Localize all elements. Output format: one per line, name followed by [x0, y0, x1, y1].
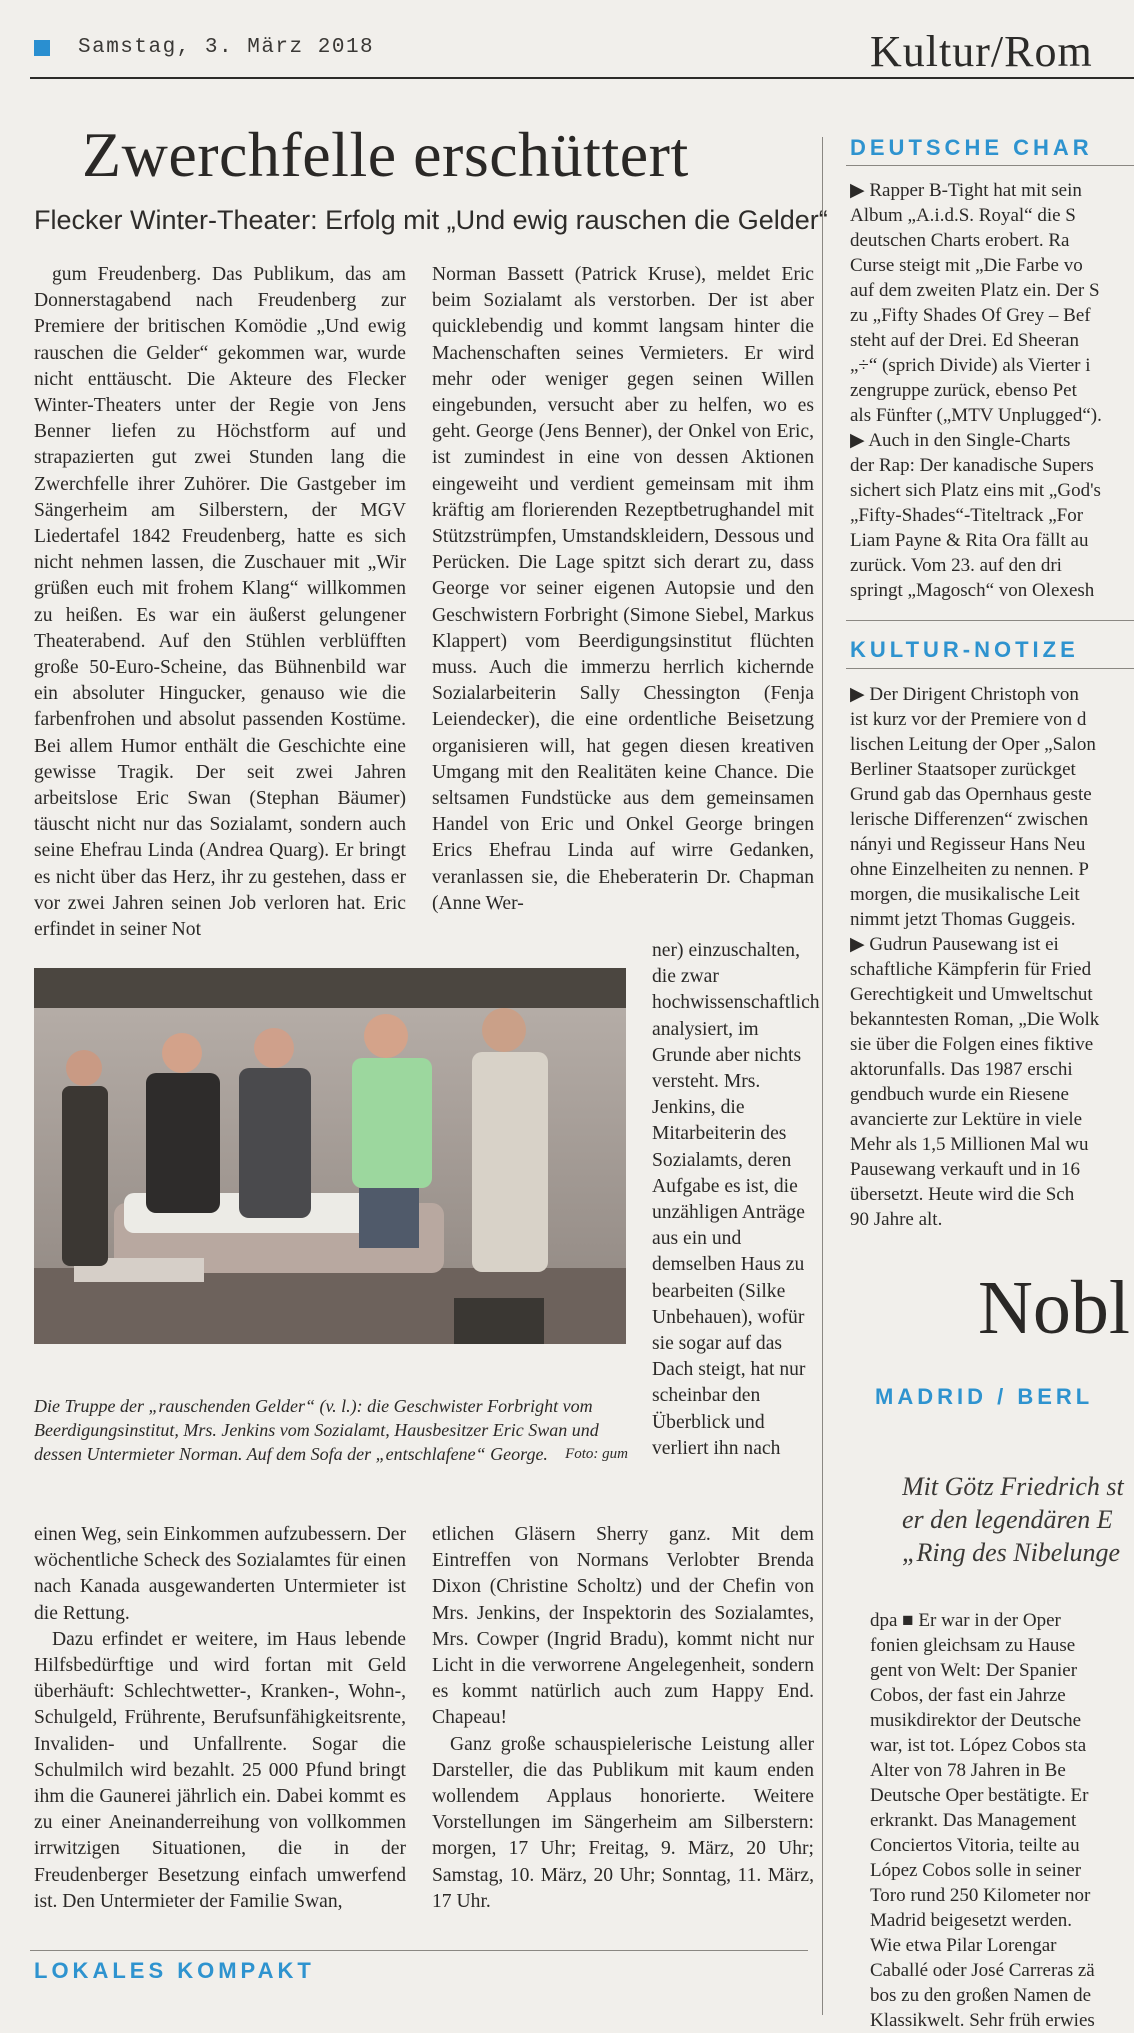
text-line: zu „Fifty Shades Of Grey – Bef [850, 305, 1091, 326]
deutsche-charts-heading: DEUTSCHE CHAR [850, 135, 1093, 160]
text-line: erkrankt. Das Management [870, 1810, 1077, 1831]
obituary-headline: Nobl [978, 1266, 1130, 1350]
text-line: Deutsche Oper bestätigte. Er [870, 1785, 1089, 1806]
dek-line: „Ring des Nibelunge [902, 1538, 1121, 1567]
article-column-1-bottom [34, 1522, 406, 1915]
text-line: nányi und Regisseur Hans Neu [850, 834, 1086, 855]
photo-caption-text: Die Truppe der „rauschenden Gelder“ (v. l.): die Geschwister Forbright vom Beerdigungsinstitut, Mrs. Jenkins vom Sozialamt, Hausbesitzer Eric Swan und dessen Untermieter Norman. Auf dem Sofa der „entschlafene“ George. [34, 1396, 599, 1464]
text-line: auf dem zweiten Platz ein. Der S [850, 280, 1100, 301]
text-line: Klassikwelt. Sehr früh erwies [870, 2010, 1095, 2031]
text-line: Berliner Staatsoper zurückget [850, 759, 1076, 780]
text-line: Alter von 78 Jahren in Be [870, 1760, 1066, 1781]
photo-credit: Foto: gum [565, 1446, 628, 1462]
text-line: „÷“ (sprich Divide) als Vierter i [850, 355, 1091, 376]
photo-caption [34, 1394, 628, 1466]
article-paragraph: gum Freudenberg. Das Publikum, das am Donnerstagabend nach Freudenberg zur Premiere der britischen Komödie „Und ewig rauschen die Gelder“ gekommen war, wurde nicht enttäuscht. Die Akteure des Flecker Winter-Theaters unter der Regie von Jens Benner liefen zu Höchstform auf und strapazierten gut zwei Stunden lang die Zwerchfelle ihrer Zuhörer. Die Gastgeber im Sängerheim am Silberstern, der MGV Liedertafel 1842 Freudenberg, hatte es sich nicht nehmen lassen, die Zuschauer mit „Wir grüßen euch mit frohem Klang“ willkommen zu heißen. Es war ein äußerst gelungener Theaterabend. Auf den Stühlen verblüfften große 50-Euro-Scheine, das Bühnenbild war ein absoluter Hingucker, genauso wie die farbenfrohen und absolut passenden Kostüme. Bei allem Humor enthält die Geschichte eine gewisse Tragik. Der seit zwei Jahren arbeitslose Eric Swan (Stephan Bäumer) täuscht nicht nur das Sozialamt, sondern auch seine Ehefrau Linda (Andrea Quarg). Er bringt es nicht über das Herz, ihr zu gestehen, dass er vor zwei Jahren seinen Job verloren hat. Eric erfindet in seiner Not [34, 264, 406, 941]
text-line: springt „Magosch“ von Olexesh [850, 580, 1095, 601]
article-column-2-bottom [432, 1522, 814, 1915]
text-line: „Fifty-Shades“-Titeltrack „For [850, 505, 1084, 526]
article-paragraph: ner) einzuschalten, die zwar hochwissenschaftlich analysiert, im Grunde aber nichts versteht. Mrs. Jenkins, die Mitarbeiterin des Sozialamts, deren Aufgabe es ist, die unzähligen Anträge aus ein und demselben Haus zu bearbeiten (Silke Unbehauen), wofür sie sogar auf das Dach steigt, hat nur scheinbar den Überblick und verliert ihn nach [652, 940, 820, 1459]
text-line: fonien gleichsam zu Hause [870, 1635, 1076, 1656]
section-rule [30, 1950, 808, 1951]
text-line: ▶ Der Dirigent Christoph von [850, 684, 1079, 705]
dek-line: Mit Götz Friedrich st [902, 1472, 1124, 1501]
text-line: ▶ Rapper B-Tight hat mit sein [850, 180, 1082, 201]
text-line: lerische Differenzen“ zwischen [850, 809, 1089, 830]
text-line: gendbuch wurde ein Riesene [850, 1084, 1069, 1105]
text-line: der Rap: Der kanadische Supers [850, 455, 1094, 476]
column-divider [822, 137, 823, 2015]
article-paragraph: Dazu erfindet er weitere, im Haus lebende Hilfsbedürftige und wird fortan mit Geld überhäuft: Schlechtwetter-, Kranken-, Wohn-, Schulgeld, Frührente, Berufsunfähigkeitsrente, Invaliden- und Unfallrente. Sogar die Schulmilch wird bezahlt. 25 000 Pfund bringt ihm die Gaunerei jährlich ein. Dabei kommt es zu einer Aneinanderreihung von vollkommen irrwitzigen Situationen, die in der Freudenberger Besetzung einfach umwerfend ist. Den Untermieter der Familie Swan, [34, 1628, 406, 1912]
text-line: Album „A.i.d.S. Royal“ die S [850, 205, 1076, 226]
text-line: Toro rund 250 Kilometer nor [870, 1885, 1091, 1906]
text-line: Liam Payne & Rita Ora fällt au [850, 530, 1089, 551]
text-line: López Cobos solle in seiner [870, 1860, 1082, 1881]
text-line: Cobos, der fast ein Jahrze [870, 1685, 1066, 1706]
text-line: als Fünfter („MTV Unplugged“). [850, 405, 1102, 426]
dateline-madrid-berlin: MADRID / BERL [875, 1384, 1094, 1409]
text-line: war, ist tot. López Cobos sta [870, 1735, 1087, 1756]
article-column-2-narrow [652, 938, 820, 1462]
text-line: Curse steigt mit „Die Farbe vo [850, 255, 1083, 276]
text-line: gent von Welt: Der Spanier [870, 1660, 1078, 1681]
lokales-kompakt-heading: LOKALES KOMPAKT [34, 1958, 315, 1983]
text-line: bos zu den großen Namen de [870, 1985, 1092, 2006]
text-line: Mehr als 1,5 Millionen Mal wu [850, 1134, 1089, 1155]
text-line: morgen, die musikalische Leit [850, 884, 1080, 905]
text-line: übersetzt. Heute wird die Sch [850, 1184, 1075, 1205]
text-line: steht auf der Drei. Ed Sheeran [850, 330, 1079, 351]
text-line: Pausewang verkauft und in 16 [850, 1159, 1081, 1180]
text-line: avancierte zur Lektüre in viele [850, 1109, 1083, 1130]
text-line: nimmt jetzt Thomas Guggeis. [850, 909, 1076, 930]
text-line: sie über die Folgen eines fiktive [850, 1034, 1094, 1055]
section-rule [846, 620, 1134, 621]
text-line: Caballé oder José Carreras zä [870, 1960, 1095, 1981]
theater-photo [34, 968, 626, 1344]
text-line: ist kurz vor der Premiere von d [850, 709, 1087, 730]
article-column-2-top [432, 262, 814, 917]
text-line: Wie etwa Pilar Lorengar [870, 1935, 1057, 1956]
issue-date: Samstag, 3. März 2018 [78, 36, 375, 59]
text-line: bekanntesten Roman, „Die Wolk [850, 1009, 1100, 1030]
theater-photo-illustration [34, 968, 626, 1344]
text-line: Grund gab das Opernhaus geste [850, 784, 1092, 805]
text-line: Gerechtigkeit und Umweltschut [850, 984, 1093, 1005]
text-line: schaftliche Kämpferin für Fried [850, 959, 1092, 980]
kultur-notizen-heading: KULTUR-NOTIZE [850, 637, 1079, 662]
text-line: Madrid beigesetzt werden. [870, 1910, 1073, 1931]
section-title: Kultur/Rom [870, 27, 1093, 76]
text-line: ▶ Auch in den Single-Charts [850, 430, 1071, 451]
article-paragraph: einen Weg, sein Einkommen aufzubessern. Der wöchentliche Scheck des Sozialamtes für einen nach Kanada ausgewanderten Untermieter ist die Rettung. [34, 1524, 406, 1624]
article-subhead: Flecker Winter-Theater: Erfolg mit „Und ewig rauschen die Gelder“ [34, 205, 828, 235]
section-marker-square [34, 40, 50, 56]
article-paragraph: etlichen Gläsern Sherry ganz. Mit dem Eintreffen von Normans Verlobter Brenda Dixon (Christine Scholtz) und der Chefin von Mrs. Jenkins, der Inspektorin des Sozialamtes, Mrs. Cowper (Ingrid Bradu), kommt nicht nur Licht in die verworrene Angelegenheit, sondern es kommt natürlich auch zum Happy End. Chapeau! [432, 1524, 814, 1729]
text-line: dpa ■ Er war in der Oper [870, 1610, 1061, 1631]
obituary-dek [902, 1470, 1134, 1569]
dek-line: er den legendären E [902, 1505, 1113, 1534]
text-line: lischen Leitung der Oper „Salon [850, 734, 1096, 755]
obituary-text [870, 1608, 1134, 2033]
text-line: zengruppe zurück, ebenso Pet [850, 380, 1077, 401]
text-line: ohne Einzelheiten zu nennen. P [850, 859, 1090, 880]
text-line: ▶ Gudrun Pausewang ist ei [850, 934, 1059, 955]
section-rule [846, 165, 1134, 166]
header-rule [30, 77, 1134, 79]
text-line: deutschen Charts erobert. Ra [850, 230, 1070, 251]
text-line: zurück. Vom 23. auf den dri [850, 555, 1062, 576]
kultur-notizen-text [850, 682, 1134, 1232]
article-column-1-top [34, 262, 406, 943]
text-line: Conciertos Vitoria, teilte au [870, 1835, 1080, 1856]
article-paragraph: Norman Bassett (Patrick Kruse), meldet Eric beim Sozialamt als verstorben. Der ist aber quicklebendig und kommt langsam hinter die Machenschaften seines Vermieters. Er wird mehr oder weniger gegen seinen Willen eingebunden, versucht aber zu helfen, wo es geht. George (Jens Benner), der Onkel von Eric, ist zumindest in eine von dessen Aktionen eingeweiht und verdient gemeinsam mit ihm kräftig am florierenden Rezeptbetrughandel mit Stützstrümpfen, Umstandskleidern, Dessous und Perücken. Die Lage spitzt sich derart zu, dass George vor seiner eigenen Autopsie und den Geschwistern Forbright (Simone Siebel, Markus Klappert) vom Beerdigungsinstitut flüchten muss. Auch die immerzu herrlich kichernde Sozialarbeiterin Sally Chessington (Fenja Leiendecker), die eine ordentliche Beisetzung organisieren will, hat gegen diesen kreativen Umgang mit den Realitäten keine Chance. Die seltsamen Fundstücke aus dem gemeinsamen Handel von Eric und Onkel George bringen Erics Ehefrau Linda auf wirre Gedanken, veranlassen sie, die Eheberaterin Dr. Chapman (Anne Wer- [432, 264, 814, 914]
text-line: aktorunfalls. Das 1987 erschi [850, 1059, 1073, 1080]
text-line: musikdirektor der Deutsche [870, 1710, 1082, 1731]
section-rule [846, 668, 1134, 669]
text-line: 90 Jahre alt. [850, 1209, 943, 1230]
deutsche-charts-text [850, 178, 1134, 603]
text-line: sichert sich Platz eins mit „God's [850, 480, 1101, 501]
article-paragraph: Ganz große schauspielerische Leistung aller Darsteller, die das Publikum mit kaum enden wollendem Applaus honorierte. Weitere Vorstellungen im Sängerheim am Silberstern: morgen, 17 Uhr; Freitag, 9. März, 20 Uhr; Samstag, 10. März, 20 Uhr; Sonntag, 11. März, 17 Uhr. [432, 1733, 814, 1912]
article-headline: Zwerchfelle erschüttert [82, 119, 689, 190]
